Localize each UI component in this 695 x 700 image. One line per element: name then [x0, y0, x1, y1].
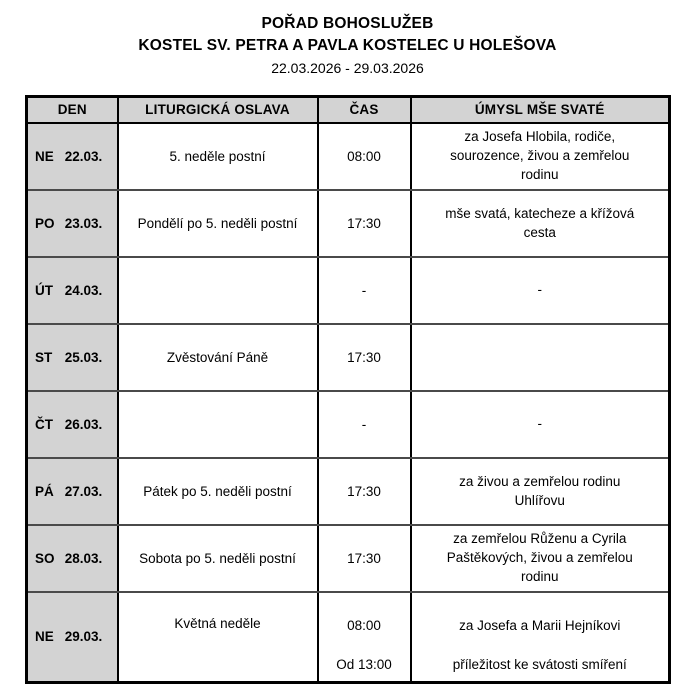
- day-cell: [27, 592, 118, 682]
- time-cell: 17:30: [318, 525, 411, 592]
- intention-cell: -: [411, 257, 670, 324]
- day-abbr: PO: [35, 216, 55, 231]
- celebration-cell: Květná neděle: [118, 592, 318, 682]
- day-abbr: ST: [35, 350, 53, 365]
- intention-cell: [411, 324, 670, 391]
- celebration-cell: Zvěstování Páně: [118, 324, 318, 391]
- day-cell: [27, 190, 118, 257]
- title-block: [0, 0, 695, 78]
- time-cell: -: [318, 257, 411, 324]
- time-cell: 17:30: [318, 190, 411, 257]
- time-cell: 17:30: [318, 458, 411, 525]
- day-abbr: NE: [35, 149, 54, 164]
- intention-cell: za zemřelou Růženu a Cyrila Paštěkových, živou a zemřelou rodinu: [411, 525, 670, 592]
- church-name: KOSTEL SV. PETRA A PAVLA KOSTELEC U HOLEŠOVA: [138, 37, 557, 54]
- day-date: 26.03.: [64, 417, 103, 432]
- day-abbr: ČT: [35, 417, 53, 432]
- day-cell: [27, 458, 118, 525]
- column-header-celebration: LITURGICKÁ OSLAVA: [118, 97, 318, 124]
- intention-cell: -: [411, 391, 670, 458]
- intention-entry-2: příležitost ke svátosti smíření: [452, 656, 627, 672]
- time-cell: 08:00: [318, 123, 411, 190]
- celebration-cell: [118, 391, 318, 458]
- day-abbr: NE: [35, 629, 54, 645]
- day-cell: [27, 391, 118, 458]
- table-row: [27, 123, 670, 190]
- intention-entry-1: za Josefa a Marii Hejníkovi: [459, 617, 621, 633]
- time-cell: 17:30: [318, 324, 411, 391]
- intention-cell: [411, 592, 670, 682]
- celebration-cell: Pátek po 5. neděli postní: [118, 458, 318, 525]
- day-date: 25.03.: [64, 350, 103, 365]
- column-header-time: ČAS: [318, 97, 411, 124]
- celebration-cell: Pondělí po 5. neděli postní: [118, 190, 318, 257]
- table-row: [27, 391, 670, 458]
- day-date: 27.03.: [64, 484, 103, 499]
- day-date: 24.03.: [64, 283, 103, 298]
- day-abbr: PÁ: [35, 484, 54, 499]
- intention-cell: za Josefa Hlobila, rodiče, sourozence, živou a zemřelou rodinu: [411, 123, 670, 190]
- time-entry-1: 08:00: [347, 617, 381, 633]
- table-row: [27, 257, 670, 324]
- day-date: 29.03.: [64, 629, 103, 645]
- day-cell: [27, 123, 118, 190]
- column-header-intention: ÚMYSL MŠE SVATÉ: [411, 97, 670, 124]
- time-cell: [318, 592, 411, 682]
- table-row: [27, 324, 670, 391]
- celebration-cell: [118, 257, 318, 324]
- celebration-cell: 5. neděle postní: [118, 123, 318, 190]
- table-row: [27, 525, 670, 592]
- table-header-row: [27, 97, 670, 124]
- day-cell: [27, 525, 118, 592]
- day-date: 22.03.: [64, 149, 103, 164]
- table-row: [27, 458, 670, 525]
- time-cell: -: [318, 391, 411, 458]
- celebration-cell: Sobota po 5. neděli postní: [118, 525, 318, 592]
- time-entry-2: Od 13:00: [336, 656, 392, 672]
- intention-cell: mše svatá, katecheze a křížová cesta: [411, 190, 670, 257]
- table-row: [27, 592, 670, 682]
- day-abbr: ÚT: [35, 283, 53, 298]
- day-cell: [27, 257, 118, 324]
- table-row: [27, 190, 670, 257]
- column-header-day: DEN: [27, 97, 118, 124]
- day-abbr: SO: [35, 551, 55, 566]
- schedule-table: [25, 95, 671, 684]
- day-date: 28.03.: [64, 551, 103, 566]
- page-title: POŘAD BOHOSLUŽEB: [261, 15, 434, 32]
- day-cell: [27, 324, 118, 391]
- intention-cell: za živou a zemřelou rodinu Uhlířovu: [411, 458, 670, 525]
- day-date: 23.03.: [64, 216, 103, 231]
- date-range: 22.03.2026 - 29.03.2026: [271, 60, 424, 76]
